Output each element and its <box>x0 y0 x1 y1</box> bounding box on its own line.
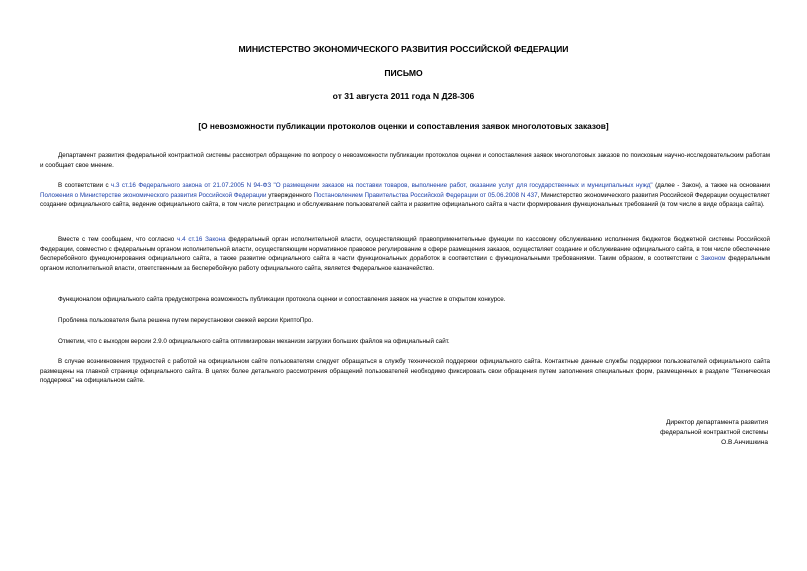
signature-title-line-1: Директор департамента развития <box>665 419 768 426</box>
signature-name: О.В.Анчишкина <box>721 439 768 446</box>
document-type: ПИСЬМО <box>384 68 423 78</box>
paragraph-1: Департамент развития федеральной контрактной системы рассмотрел обращение по вопросу о невозможности публикации протоколов оценки и сопоставления заявок многолотовых заказов по поисковым научно-исследовательским работам и сообщает свое мнение. <box>40 152 770 169</box>
paragraph-2-text-3: утвержденного <box>266 191 314 199</box>
link-law[interactable]: Законом <box>700 255 726 262</box>
paragraph-3-text-1: Вместе с тем сообщаем, что согласно <box>58 236 178 243</box>
paragraph-2 <box>40 181 770 210</box>
link-ministry-regulation[interactable]: Положения о Министерстве экономического развития Российской Федерации <box>40 191 267 199</box>
paragraph-3-text-3: федеральным органом исполнительной власти, ответственным за бесперебойную работу официального сайта, является Федеральное казначейство. <box>40 255 771 272</box>
paragraph-4: Функционалом официального сайта предусмотрена возможность публикации протокола оценки и сопоставления заявок на участие в открытом конкурсе. <box>58 296 506 303</box>
document-subject: [О невозможности публикации протоколов оценки и сопоставления заявок многолотовых заказов] <box>198 121 609 131</box>
paragraph-5: Проблема пользователя была решена путем переустановки свежей версии КриптоПро. <box>58 317 314 324</box>
paragraph-2-text-4: , Министерство экономического развития Российской Федерации осуществляет создание официального сайта, ведение официального сайта, в том числе регистрацию и обслуживание пользователей сайта и развитие официального сайта в части формирования функциональных требований (в том числе в виде образца сайта). <box>40 191 770 208</box>
paragraph-3-text-2: федеральный орган исполнительной власти, осуществляющий правоприменительные функции по кассовому обслуживанию исполнения бюджетов бюджетной системы Российской Федерации, совместно с федеральным органом исполнительной власти, осуществляющим нормативное правовое регулирование в сфере размещения заказов, осуществляет создание и обслуживание официального сайта, в том числе обеспечение бесперебойного функционирования официального сайта, а также развитие официального сайта в части функциональных доработок в соответствии с функциональными требованиями. Таким образом, в соответствии с <box>40 236 770 262</box>
paragraph-6: Отметим, что с выходом версии 2.9.0 официального сайта оптимизирован механизм загрузки больших файлов на официальный сайт. <box>58 338 450 345</box>
signature-title-line-2: федеральной контрактной системы <box>660 429 768 436</box>
ministry-heading: МИНИСТЕРСТВО ЭКОНОМИЧЕСКОГО РАЗВИТИЯ РОССИЙСКОЙ ФЕДЕРАЦИИ <box>238 44 569 54</box>
paragraph-2-text-2: (далее - Закон), а также на основании <box>652 182 771 189</box>
document-date-number: от 31 августа 2011 года N Д28-306 <box>332 91 475 101</box>
paragraph-7: В случае возникновения трудностей с работой на официальном сайте пользователям следует обращаться в службу технической поддержки официального сайта. Контактные данные службы поддержки пользователей официального сайта размещены на главной странице официального сайта. В целях более детального рассмотрения обращений пользователей необходимо фиксировать свои обращения путем заполнения специальных форм, размещенных в разделе "Техническая поддержка" на официальном сайте. <box>40 358 770 384</box>
link-law-article-16-part-4[interactable]: ч.4 ст.16 Закона <box>177 236 226 243</box>
paragraph-3 <box>40 235 770 273</box>
paragraph-2-text-1: В соответствии с <box>58 182 112 189</box>
link-federal-law-94fz[interactable]: ч.3 ст.16 Федерального закона от 21.07.2005 N 94-ФЗ "О размещении заказов на поставки товаров, выполнение работ, оказание услуг для государственных и муниципальных нужд" <box>111 182 653 189</box>
signature-block <box>468 418 768 448</box>
link-government-decree-437[interactable]: Постановлением Правительства Российской Федерации от 05.06.2008 N 437 <box>313 191 538 199</box>
